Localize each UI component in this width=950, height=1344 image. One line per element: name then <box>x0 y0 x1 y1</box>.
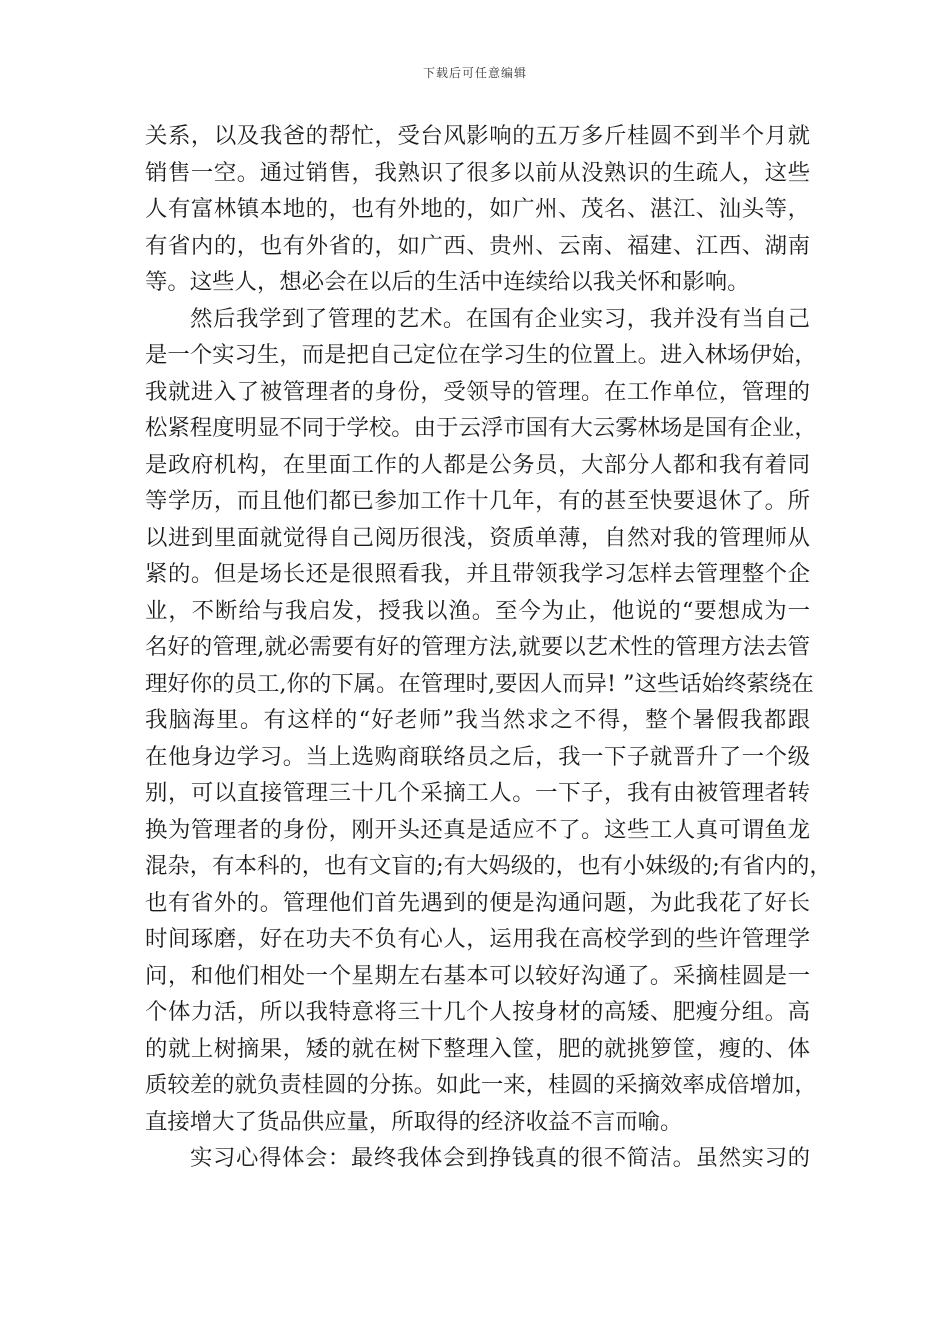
text-line: 换为管理者的身份，刚开头还真是适应不了。这些工人真可谓鱼龙 <box>145 816 810 843</box>
text-line: 销售一空。通过销售，我熟识了很多以前从没熟识的生疏人，这些 <box>145 159 810 186</box>
text-line: 等学历，而且他们都已参加工作十几年，有的甚至快要退休了。所 <box>145 488 810 514</box>
text-line: 问，和他们相处一个星期左右基本可以较好沟通了。采摘桂圆是一 <box>145 962 810 989</box>
text-line: 时间琢磨，好在功夫不负有心人，运用我在高校学到的些许管理学 <box>145 926 810 952</box>
text-line: 人有富林镇本地的，也有外地的，如广州、茂名、湛江、汕头等， <box>145 196 810 222</box>
text-line: 质较差的就负责桂圆的分拣。如此一来，桂圆的采摘效率成倍增加， <box>145 1072 817 1098</box>
text-line: 关系，以及我爸的帮忙，受台风影响的五万多斤桂圆不到半个月就 <box>145 123 810 149</box>
paragraph <box>145 118 810 301</box>
text-line: 个体力活，所以我特意将三十几个人按身材的高矮、肥瘦分组。高 <box>145 999 810 1025</box>
text-line: 在他身边学习。当上选购商联络员之后，我一下子就晋升了一个级 <box>145 743 810 770</box>
text-line: 的就上树摘果，矮的就在树下整理入筐，肥的就挑箩筐，瘦的、体 <box>145 1035 810 1062</box>
text-line: 实习心得体会：最终我体会到挣钱真的很不简洁。虽然实习的 <box>190 1145 810 1171</box>
text-line: 然后我学到了管理的艺术。在国有企业实习，我并没有当自己 <box>190 305 810 332</box>
text-line: 有省内的，也有外省的，如广西、贵州、云南、福建、江西、湖南 <box>145 232 810 259</box>
paragraph <box>145 1140 810 1177</box>
text-line: 以进到里面就觉得自己阅历很浅，资质单薄，自然对我的管理师从 <box>145 524 810 551</box>
body-text <box>145 118 832 1177</box>
text-line: 紧的。但是场长还是很照看我，并且带领我学习怎样去管理整个企 <box>145 561 810 587</box>
text-line: 是一个实习生，而是把自己定位在学习生的位置上。进入林场伊始， <box>145 342 817 368</box>
text-line: 也有省外的。管理他们首先遇到的便是沟通问题，为此我花了好长 <box>145 889 810 916</box>
text-line: 别，可以直接管理三十几个采摘工人。一下子，我有由被管理者转 <box>145 780 810 806</box>
text-line: 我就进入了被管理者的身份，受领导的管理。在工作单位，管理的 <box>145 378 810 405</box>
text-line: 松紧程度明显不同于学校。由于云浮市国有大云雾林场是国有企业， <box>145 415 817 441</box>
text-line: 是政府机构，在里面工作的人都是公务员，大部分人都和我有着同 <box>145 451 810 478</box>
paragraph <box>145 301 832 1141</box>
text-line: 我脑海里。有这样的“好老师”我当然求之不得，整个暑假我都跟 <box>145 707 810 733</box>
text-line: 业，不断给与我启发，授我以渔。至今为止，他说的“要想成为一 <box>145 597 810 624</box>
text-line: 混杂，有本科的，也有文盲的;有大妈级的，也有小妹级的;有省内的， <box>145 853 832 879</box>
text-line: 理好你的员工,你的下属。在管理时,要因人而异! ”这些话始终萦绕在 <box>145 670 814 697</box>
text-line: 等。这些人，想必会在以后的生活中连续给以我关怀和影响。 <box>145 269 750 295</box>
page-header: 下载后可任意编辑 <box>422 66 527 80</box>
text-line: 名好的管理,就必需要有好的管理方法,就要以艺术性的管理方法去管 <box>145 634 810 660</box>
text-line: 直接增大了货品供应量，所取得的经济收益不言而喻。 <box>145 1108 683 1135</box>
